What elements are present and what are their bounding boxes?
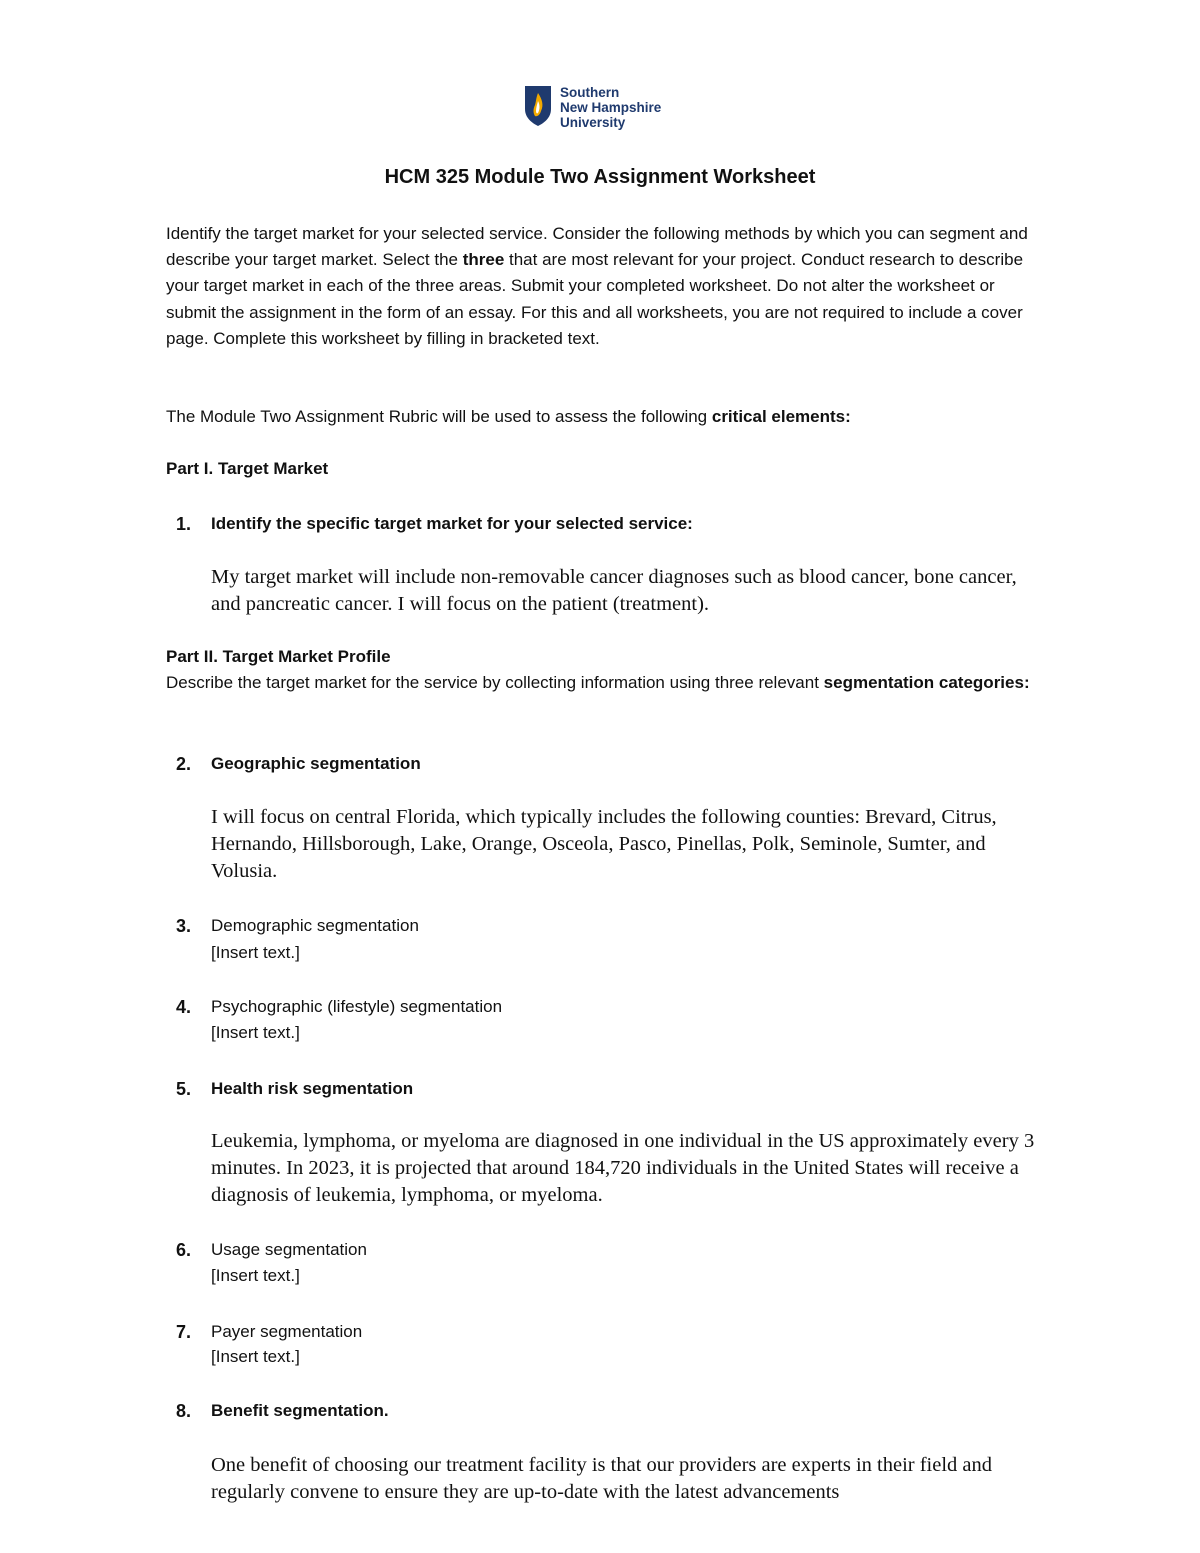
answer-6-placeholder[interactable]: [Insert text.]: [211, 1266, 300, 1285]
logo-line-2: New Hampshire: [560, 100, 662, 115]
answer-4-placeholder[interactable]: [Insert text.]: [211, 1023, 300, 1042]
part2-description: Describe the target market for the service by collecting information using three relevant segmentation categories:: [166, 673, 1030, 692]
question-6: Usage segmentation: [211, 1240, 367, 1259]
part1-heading: Part I. Target Market: [166, 459, 329, 478]
item-number-2: 2.: [176, 754, 192, 774]
question-5: Health risk segmentation: [211, 1079, 414, 1098]
logo-line-3: University: [560, 115, 626, 130]
question-4: Psychographic (lifestyle) segmentation: [211, 997, 503, 1016]
item-number-1: 1.: [176, 514, 192, 534]
question-3: Demographic segmentation: [211, 916, 419, 935]
document-title: HCM 325 Module Two Assignment Worksheet: [384, 166, 816, 188]
question-8: Benefit segmentation.: [211, 1401, 389, 1420]
item-number-4: 4.: [176, 997, 192, 1017]
item-number-8: 8.: [176, 1401, 192, 1421]
answer-8: One benefit of choosing our treatment facility is that our providers are experts in their field and regularly convene to ensure they are up-to-date with the latest advancements: [211, 1454, 993, 1503]
answer-5: Leukemia, lymphoma, or myeloma are diagnosed in one individual in the US approximately every 3 minutes. In 2023, it is projected that around 184,720 individuals in the United States will receive a diagnosis of leukemia, lymphoma, or myeloma.: [211, 1130, 1035, 1206]
answer-1: My target market will include non-removable cancer diagnoses such as blood cancer, bone cancer, and pancreatic cancer. I will focus on the patient (treatment).: [211, 566, 1017, 615]
item-number-3: 3.: [176, 916, 192, 936]
question-2: Geographic segmentation: [211, 754, 421, 773]
item-number-7: 7.: [176, 1322, 192, 1342]
question-1: Identify the specific target market for your selected service:: [211, 514, 693, 533]
answer-7-placeholder[interactable]: [Insert text.]: [211, 1347, 300, 1366]
item-number-5: 5.: [176, 1079, 192, 1099]
logo-line-1: Southern: [560, 85, 620, 100]
university-logo: [524, 85, 661, 130]
shield-flame-icon: [524, 85, 552, 127]
answer-2: I will focus on central Florida, which typically includes the following counties: Brevard, Citrus, Hernando, Hillsborough, Lake, Orange, Osceola, Pasco, Pinellas, Polk, Seminole, Sumter, and Volusia.: [211, 806, 997, 882]
answer-3-placeholder[interactable]: [Insert text.]: [211, 943, 300, 962]
item-number-6: 6.: [176, 1240, 192, 1260]
rubric-paragraph: The Module Two Assignment Rubric will be used to assess the following critical elements:: [166, 407, 851, 426]
question-7: Payer segmentation: [211, 1322, 363, 1341]
intro-paragraph: Identify the target market for your selected service. Consider the following methods by which you can segment and describe your target market. Select the three that are most relevant for your project. Conduct research to describe your target market in each of the three areas. Submit your completed worksheet. Do not alter the worksheet or submit the assignment in the form of an essay. For this and all worksheets, you are not required to include a cover page. Complete this worksheet by filling in bracketed text.: [166, 224, 1028, 348]
part2-heading: Part II. Target Market Profile: [166, 647, 391, 666]
